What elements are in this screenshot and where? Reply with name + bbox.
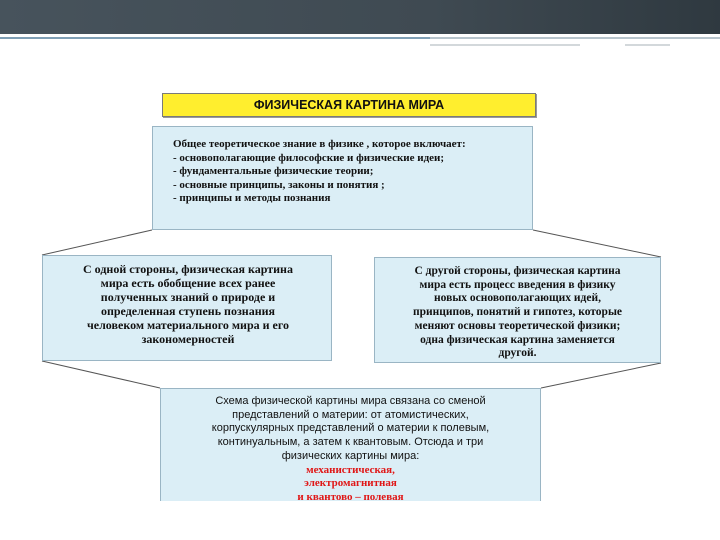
top-definition-box — [152, 126, 533, 230]
top-box-item: - фундаментальные физические теории; — [173, 165, 374, 177]
connector-line — [42, 361, 160, 388]
right-box-line: другой. — [498, 347, 537, 360]
world-picture-type: электромагнитная — [304, 477, 397, 490]
top-box-intro: Общее теоретическое знание в физике , которое включает: — [173, 138, 466, 150]
bottom-box-line: представлений о материи: от атомистических, — [232, 408, 469, 421]
top-box-item: - основные принципы, законы и понятия ; — [173, 178, 385, 191]
left-box-line: полученных знаний о природе и — [100, 290, 276, 304]
world-picture-type: механистическая, — [306, 463, 395, 476]
bottom-box-line: Схема физической картины мира связана со сменой — [215, 395, 486, 407]
right-box-line: принципов, понятий и гипотез, которые — [412, 306, 623, 319]
right-box-line: новых основополагающих идей, — [434, 292, 601, 305]
right-box-line: С другой стороны, физическая картина — [414, 265, 621, 277]
top-box-item: - принципы и методы познания — [173, 192, 331, 204]
top-box-item: - основополагающие философские и физические идеи; — [173, 151, 445, 164]
left-box-line: закономерностей — [141, 332, 235, 346]
diagram-title: ФИЗИЧЕСКАЯ КАРТИНА МИРА — [162, 93, 536, 117]
right-box-line: одна физическая картина заменяется — [420, 333, 615, 346]
left-box-line: человеком материального мира и его — [86, 318, 290, 332]
world-picture-type: и квантово – полевая — [297, 490, 404, 503]
right-aspect-box — [374, 257, 661, 363]
right-box-line: меняют основы теоретической физики; — [414, 319, 621, 332]
connector-line — [541, 363, 661, 388]
bottom-box-line: корпускулярных представлений о материи к полевым, — [211, 422, 490, 435]
bottom-scheme-box — [160, 388, 541, 501]
connector-line — [42, 230, 152, 255]
bottom-box-line: физических картины мира: — [281, 449, 420, 462]
left-box-line: мира есть обобщение всех ранее — [100, 276, 276, 290]
left-box-line: С одной стороны, физическая картина — [83, 262, 293, 276]
right-box-line: мира есть процесс введения в физику — [419, 278, 616, 291]
left-box-line: определенная ступень познания — [100, 304, 276, 318]
bottom-box-line: континуальным, а затем к квантовым. Отсюда и три — [217, 436, 484, 449]
left-aspect-box — [42, 255, 332, 361]
connector-line — [533, 230, 661, 257]
